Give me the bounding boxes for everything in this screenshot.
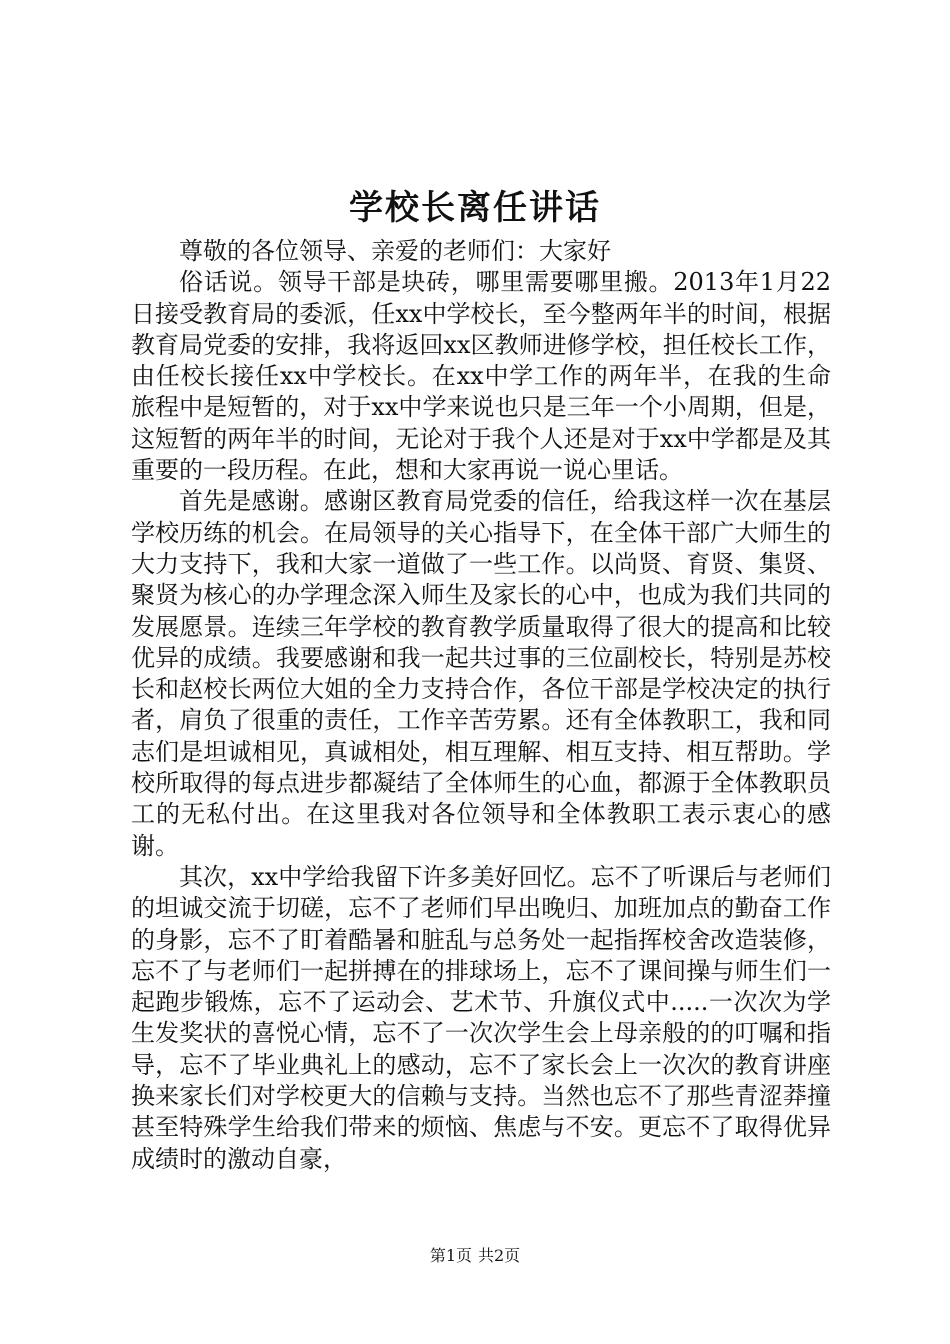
body-paragraph: 首先是感谢。感谢区教育局党委的信任，给我这样一次在基层学校历练的机会。在局领导的关心指导下，在全体干部广大师生的大力支持下，我和大家一道做了一些工作。以尚贤、育贤、集贤、聚贤为核心的办学理念深入师生及家长的心中，也成为我们共同的发展愿景。连续三年学校的教育教学质量取得了很大的提高和比较优异的成绩。我要感谢和我一起共过事的三位副校长，特别是苏校长和赵校长两位大姐的全力支持合作，各位干部是学校决定的执行者，肩负了很重的责任，工作辛苦劳累。还有全体教职工，我和同志们是坦诚相见，真诚相处，相互理解、相互支持、相互帮助。学校所取得的每点进步都凝结了全体师生的心血，都源于全体教职员工的无私付出。在这里我对各位领导和全体教职工表示衷心的感谢。 xyxy=(131,487,831,860)
salutation-paragraph: 尊敬的各位领导、亲爱的老师们：大家好 xyxy=(179,237,611,265)
document-body xyxy=(131,236,831,1175)
document-title: 学校长离任讲话 xyxy=(349,188,601,228)
body-paragraph: 其次，xx中学给我留下许多美好回忆。忘不了听课后与老师们的坦诚交流于切磋，忘不了老师们早出晚归、加班加点的勤奋工作的身影，忘不了盯着酷暑和脏乱与总务处一起指挥校舍改造装修，忘不了与老师们一起拼搏在的排球场上，忘不了课间操与师生们一起跑步锻炼，忘不了运动会、艺术节、升旗仪式中.....一次次为学生发奖状的喜悦心情，忘不了一次次学生会上母亲般的的叮嘱和指导，忘不了毕业典礼上的感动，忘不了家长会上一次次的教育讲座换来家长们对学校更大的信赖与支持。当然也忘不了那些青涩莽撞甚至特殊学生给我们带来的烦恼、焦虑与不安。更忘不了取得优异成绩时的激动自豪， xyxy=(131,862,831,1173)
body-paragraph: 俗话说。领导干部是块砖，哪里需要哪里搬。2013年1月22日接受教育局的委派，任xx中学校长，至今整两年半的时间，根据教育局党委的安排，我将返回xx区教师进修学校，担任校长工作，由任校长接任xx中学校长。在xx中学工作的两年半，在我的生命旅程中是短暂的，对于xx中学来说也只是三年一个小周期，但是，这短暂的两年半的时间，无论对于我个人还是对于xx中学都是及其重要的一段历程。在此，想和大家再说一说心里话。 xyxy=(131,268,831,485)
page-total: 共2页 xyxy=(478,1246,521,1265)
page-footer xyxy=(0,1245,950,1267)
page-number: 第1页 xyxy=(429,1246,472,1265)
